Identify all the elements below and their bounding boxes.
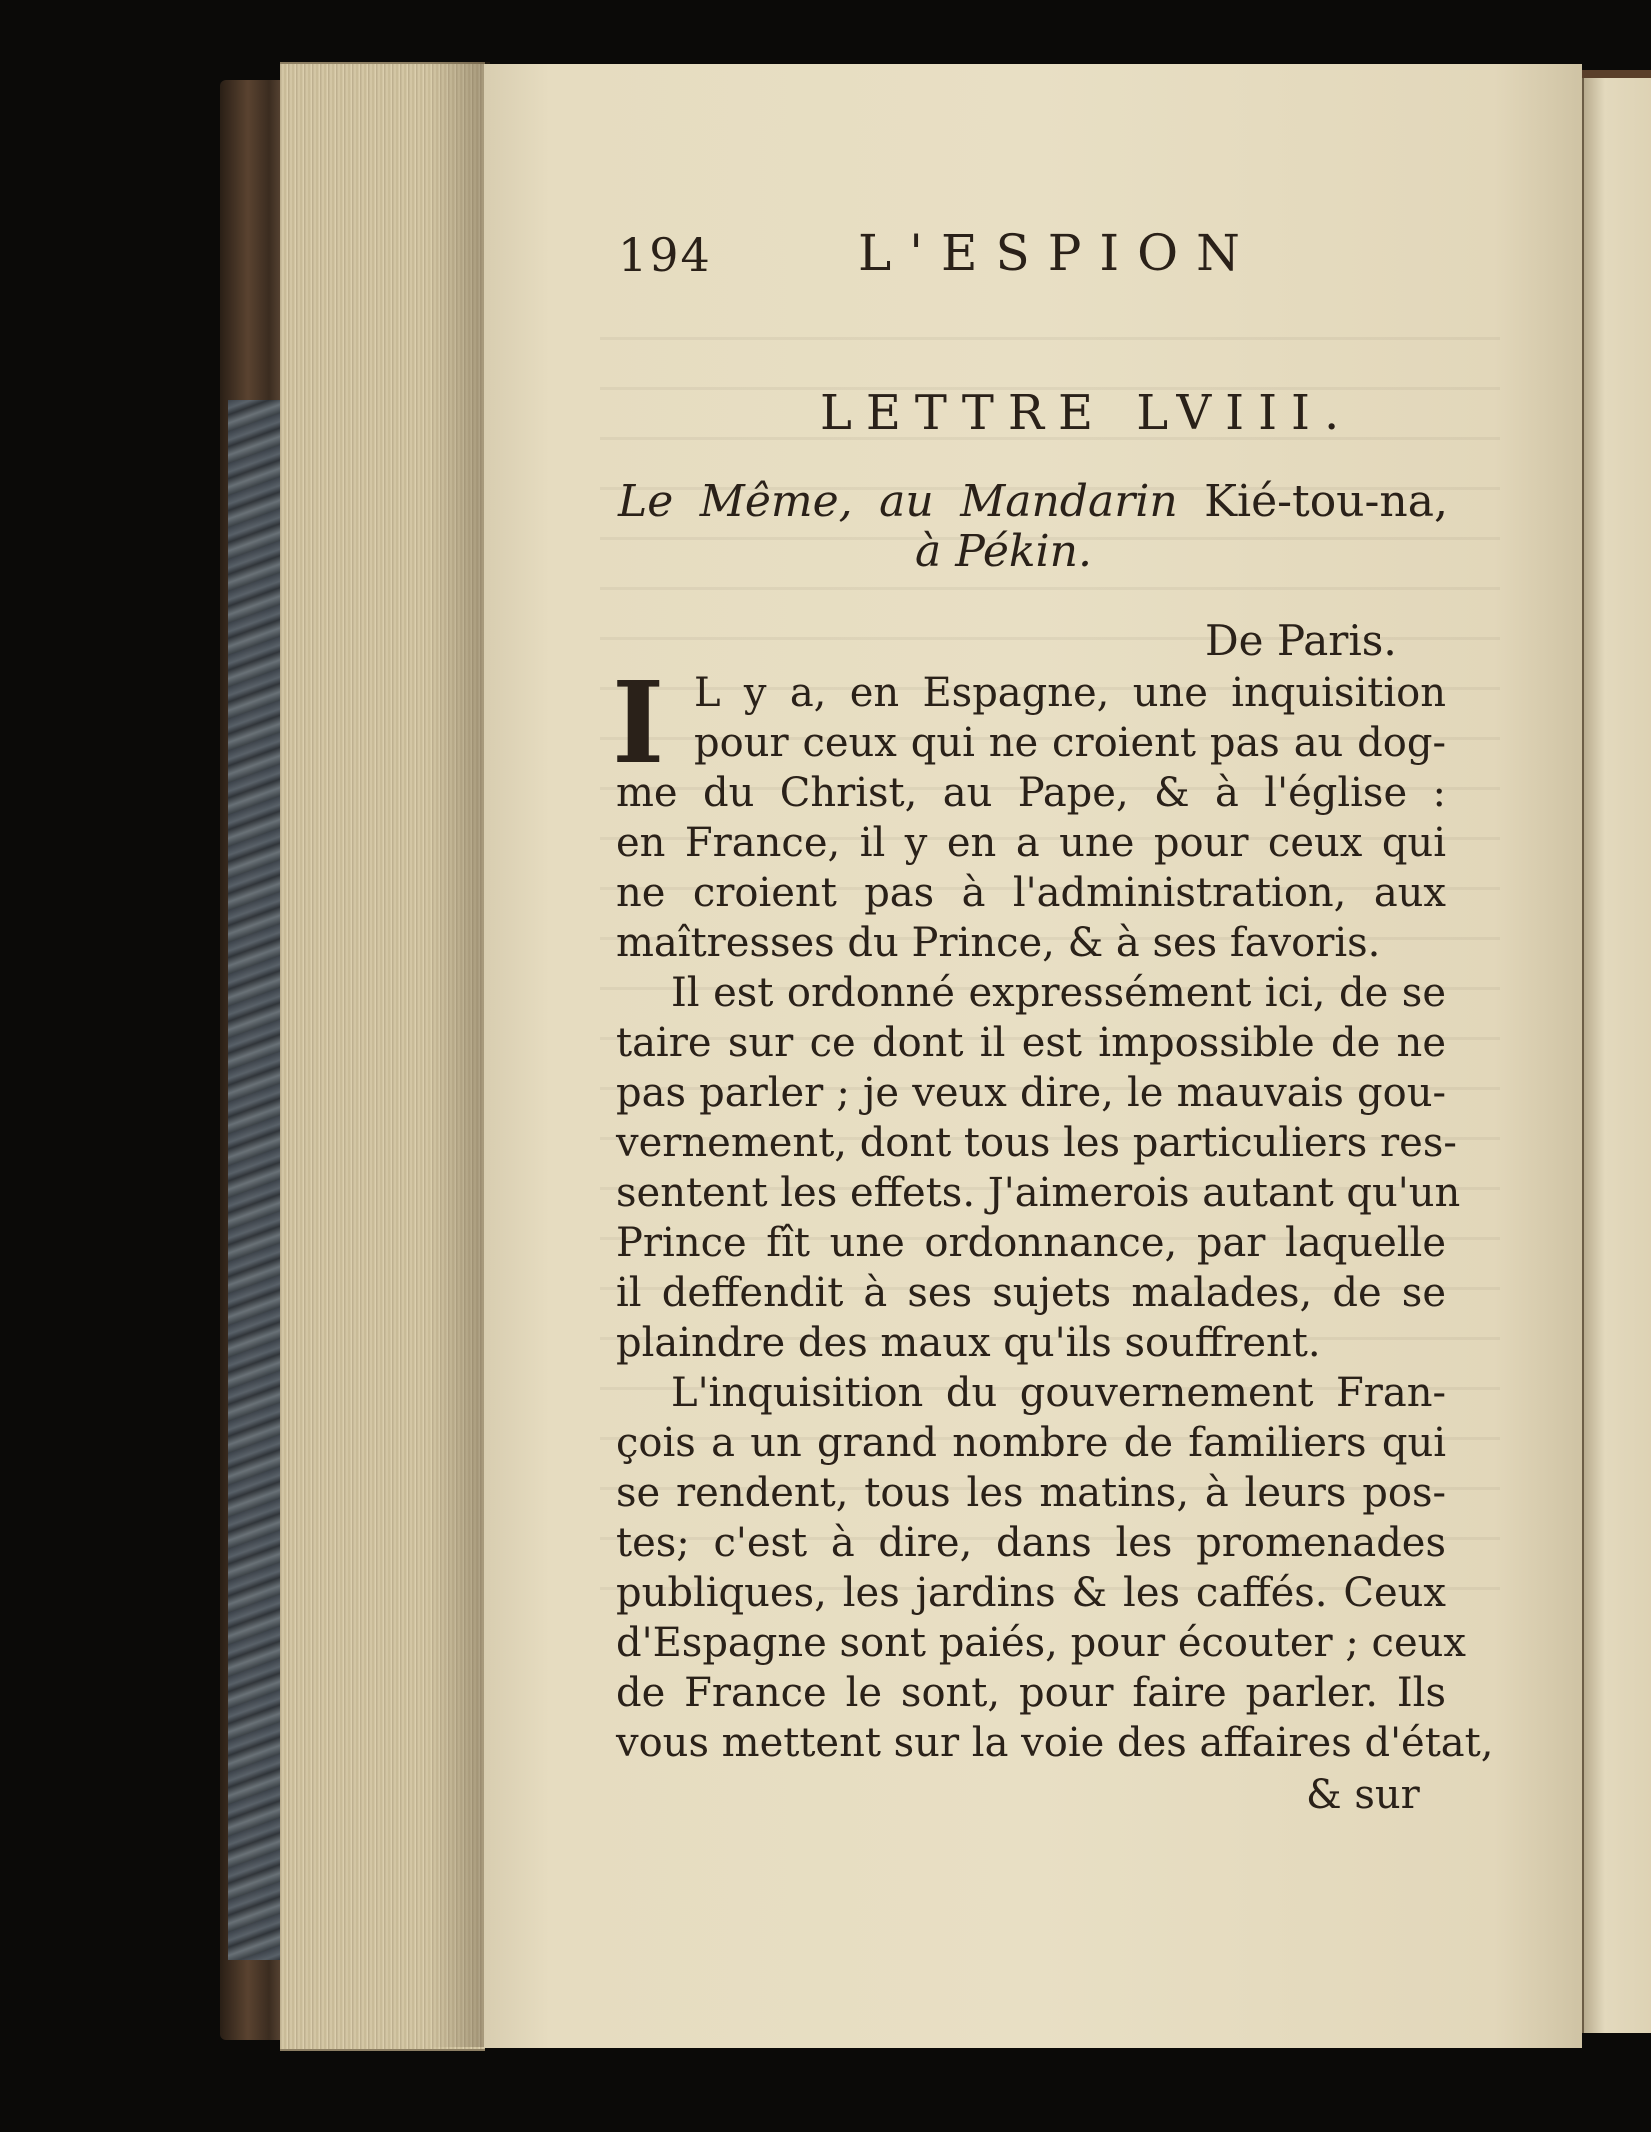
text-line: pour ceux qui ne croient pas au dog- [694,720,1446,766]
text-line: Prince fît une ordonnance, par laquelle [616,1220,1446,1266]
catchword: & sur [1306,1772,1420,1818]
text-line: taire sur ce dont il est impossible de ne [616,1020,1446,1066]
text-line: tes; c'est à dire, dans les promenades [616,1520,1446,1566]
text-line: se rendent, tous les matins, à leurs pos- [616,1470,1446,1516]
letter-title: LETTRE LVIII. [820,385,1354,441]
text-line: plaindre des maux qu'ils souffrent. [616,1320,1321,1366]
text-line: Il est ordonné expressément ici, de se [671,970,1446,1016]
text-line: pas parler ; je veux dire, le mauvais gou- [616,1070,1446,1116]
text-line: de France le sont, pour faire parler. Ils [616,1670,1446,1716]
page-number: 194 [618,228,712,282]
address-line-2: à Pékin. [915,526,1092,577]
gutter-shadow [430,62,490,2047]
text-line: il deffendit à ses sujets malades, de se [616,1270,1446,1316]
text-line: en France, il y en a une pour ceux qui [616,820,1446,866]
text-line: ne croient pas à l'administration, aux [616,870,1446,916]
text-line: d'Espagne sont paiés, pour écouter ; ceux [616,1620,1466,1666]
address-word: Le [618,476,674,527]
drop-cap: I [612,658,665,789]
text-line: maîtresses du Prince, & à ses favoris. [616,920,1381,966]
facing-page-edge [1582,78,1651,2033]
text-line: L y a, en Espagne, une inquisition [694,670,1446,716]
text-line: sentent les effets. J'aimerois autant qu'un [616,1170,1461,1216]
text-line: vernement, dont tous les particuliers res- [616,1120,1457,1166]
address-word: Mandarin [960,476,1178,527]
text-line: çois a un grand nombre de familiers qui [616,1420,1446,1466]
text-line: vous mettent sur la voie des affaires d'état, [616,1720,1494,1766]
address-word: au [879,476,934,527]
running-head: L'ESPION [858,224,1258,282]
text-line: L'inquisition du gouvernement Fran- [671,1370,1446,1416]
text-line: me du Christ, au Pape, & à l'église : [616,770,1446,816]
marbled-board [228,400,283,1960]
address-word: Même, [699,476,853,527]
address-word: Kié-tou-na, [1204,476,1448,527]
text-line: publiques, les jardins & les caffés. Ceux [616,1570,1446,1616]
address-line [618,476,1448,527]
dateline: De Paris. [1205,616,1397,665]
